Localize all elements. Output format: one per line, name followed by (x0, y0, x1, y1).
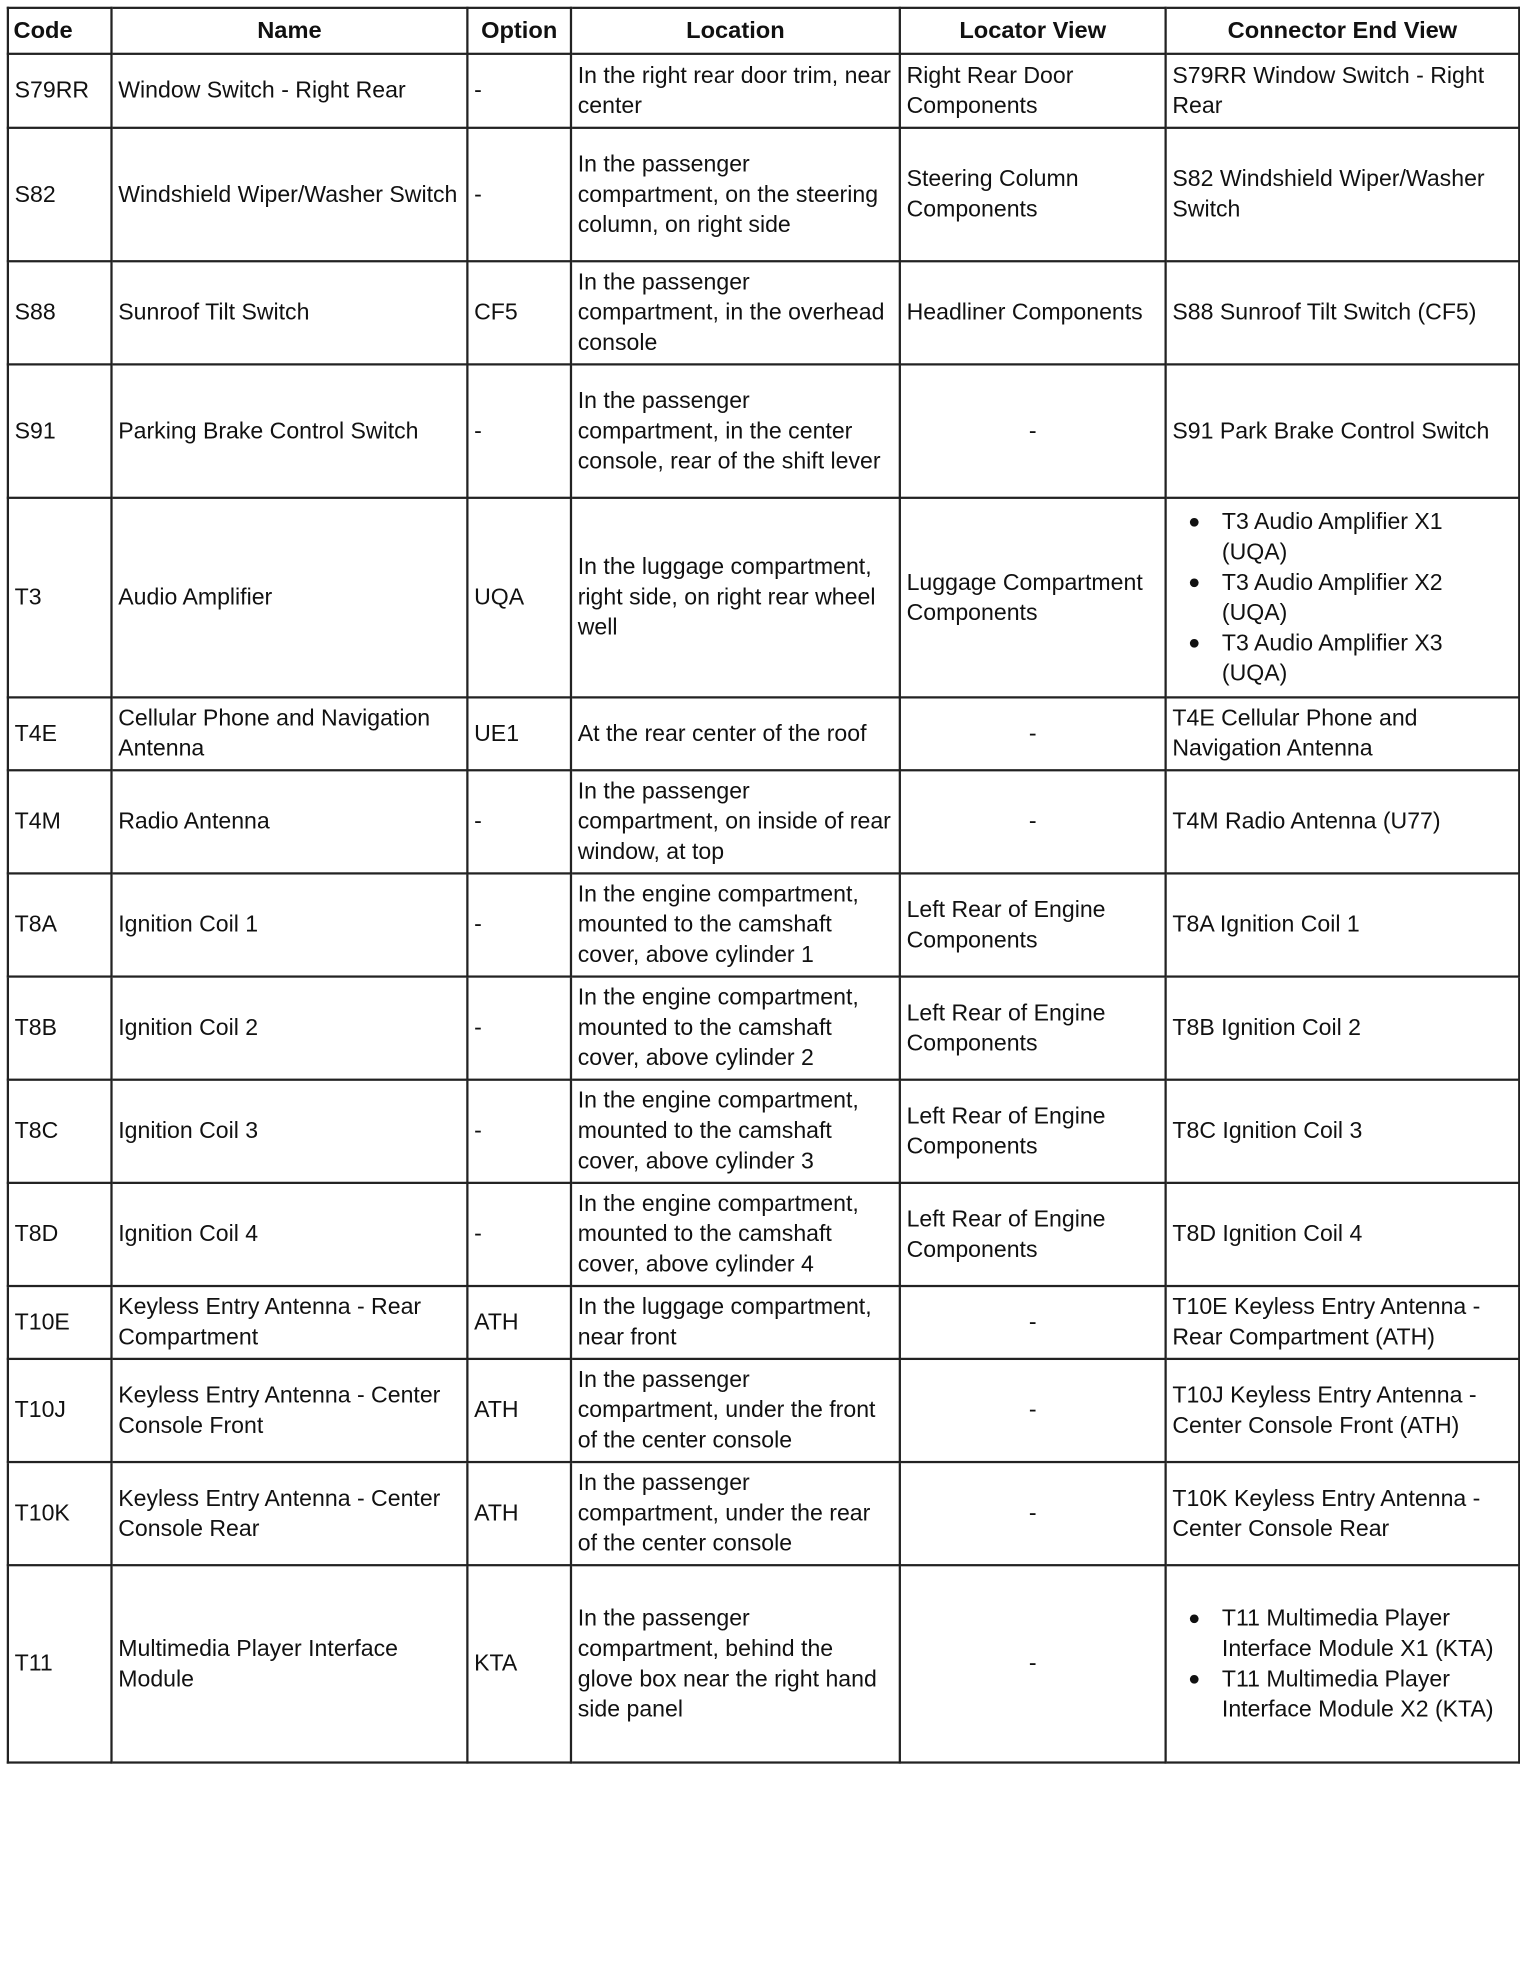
cell-code: T8D (8, 1183, 112, 1286)
cell-code: T3 (8, 498, 112, 698)
cell-option: UQA (467, 498, 571, 698)
cell-option: - (467, 128, 571, 261)
cell-code: T4E (8, 697, 112, 770)
cell-locator-view: - (900, 770, 1166, 873)
table-row (8, 977, 1519, 1080)
cell-locator-view: - (900, 1286, 1166, 1359)
cell-connector-end-view: T8C Ignition Coil 3 (1166, 1080, 1520, 1183)
cell-name: Window Switch - Right Rear (111, 54, 467, 128)
cell-name: Cellular Phone and Navigation Antenna (111, 697, 467, 770)
cell-code: T4M (8, 770, 112, 873)
cell-location: In the luggage compartment, right side, on right rear wheel well (571, 498, 900, 698)
table-row (8, 128, 1519, 261)
cell-name: Sunroof Tilt Switch (111, 261, 467, 364)
table-row (8, 1359, 1519, 1462)
cell-locator-view: Left Rear of Engine Components (900, 977, 1166, 1080)
cell-location: In the engine compartment, mounted to the camshaft cover, above cylinder 2 (571, 977, 900, 1080)
cell-location: In the engine compartment, mounted to the camshaft cover, above cylinder 1 (571, 873, 900, 976)
header-name: Name (111, 8, 467, 54)
table-row (8, 1462, 1519, 1565)
header-location: Location (571, 8, 900, 54)
cell-locator-view: Steering Column Components (900, 128, 1166, 261)
table-row (8, 770, 1519, 873)
cell-name: Audio Amplifier (111, 498, 467, 698)
cell-connector-end-view: S88 Sunroof Tilt Switch (CF5) (1166, 261, 1520, 364)
cell-connector-end-view: T4E Cellular Phone and Navigation Antenna (1166, 697, 1520, 770)
cell-connector-end-view: S79RR Window Switch - Right Rear (1166, 54, 1520, 128)
cell-option: UE1 (467, 697, 571, 770)
table-row (8, 873, 1519, 976)
table-row (8, 1080, 1519, 1183)
cell-name: Keyless Entry Antenna - Rear Compartment (111, 1286, 467, 1359)
cell-name: Windshield Wiper/Washer Switch (111, 128, 467, 261)
cell-locator-view: Left Rear of Engine Components (900, 1183, 1166, 1286)
cell-code: T8C (8, 1080, 112, 1183)
cell-option: ATH (467, 1359, 571, 1462)
cell-location: In the engine compartment, mounted to the camshaft cover, above cylinder 4 (571, 1183, 900, 1286)
cell-name: Ignition Coil 3 (111, 1080, 467, 1183)
cell-location: In the luggage compartment, near front (571, 1286, 900, 1359)
cell-location: In the passenger compartment, under the front of the center console (571, 1359, 900, 1462)
header-code: Code (8, 8, 112, 54)
cell-locator-view: Left Rear of Engine Components (900, 873, 1166, 976)
cell-connector-end-view: T10E Keyless Entry Antenna - Rear Compartment (ATH) (1166, 1286, 1520, 1359)
cell-code: T10J (8, 1359, 112, 1462)
cell-locator-view: - (900, 1359, 1166, 1462)
table-row (8, 1565, 1519, 1762)
cell-option: - (467, 1080, 571, 1183)
cell-location: In the passenger compartment, in the center console, rear of the shift lever (571, 364, 900, 497)
cell-code: T10E (8, 1286, 112, 1359)
cell-code: S88 (8, 261, 112, 364)
cell-name: Keyless Entry Antenna - Center Console Front (111, 1359, 467, 1462)
cell-connector-end-view: T8B Ignition Coil 2 (1166, 977, 1520, 1080)
cell-name: Ignition Coil 2 (111, 977, 467, 1080)
cell-location: In the passenger compartment, on the steering column, on right side (571, 128, 900, 261)
cell-connector-end-view: T8D Ignition Coil 4 (1166, 1183, 1520, 1286)
list-item: ● T3 Audio Amplifier X3 (UQA) (1222, 627, 1513, 688)
cell-name: Multimedia Player Interface Module (111, 1565, 467, 1762)
header-row (8, 8, 1519, 54)
cell-locator-view: Luggage Compartment Components (900, 498, 1166, 698)
cell-locator-view: Left Rear of Engine Components (900, 1080, 1166, 1183)
table-row (8, 261, 1519, 364)
cell-name: Ignition Coil 1 (111, 873, 467, 976)
cell-locator-view: - (900, 697, 1166, 770)
cell-option: KTA (467, 1565, 571, 1762)
connector-list (1172, 1603, 1512, 1724)
cell-code: S79RR (8, 54, 112, 128)
table-row (8, 54, 1519, 128)
cell-name: Parking Brake Control Switch (111, 364, 467, 497)
cell-option: - (467, 770, 571, 873)
table-row (8, 697, 1519, 770)
cell-locator-view: Right Rear Door Components (900, 54, 1166, 128)
cell-option: - (467, 1183, 571, 1286)
cell-code: T10K (8, 1462, 112, 1565)
cell-option: CF5 (467, 261, 571, 364)
cell-code: S82 (8, 128, 112, 261)
header-option: Option (467, 8, 571, 54)
list-item: ● T11 Multimedia Player Interface Module X2 (KTA) (1222, 1663, 1513, 1724)
cell-location: In the engine compartment, mounted to the camshaft cover, above cylinder 3 (571, 1080, 900, 1183)
cell-name: Keyless Entry Antenna - Center Console Rear (111, 1462, 467, 1565)
cell-code: T8B (8, 977, 112, 1080)
cell-location: In the passenger compartment, in the overhead console (571, 261, 900, 364)
cell-name: Ignition Coil 4 (111, 1183, 467, 1286)
cell-option: ATH (467, 1286, 571, 1359)
connector-list (1172, 506, 1512, 688)
cell-option: - (467, 54, 571, 128)
cell-location: In the passenger compartment, behind the glove box near the right hand side panel (571, 1565, 900, 1762)
list-item: ● T11 Multimedia Player Interface Module X1 (KTA) (1222, 1603, 1513, 1664)
cell-location: At the rear center of the roof (571, 697, 900, 770)
cell-option: - (467, 977, 571, 1080)
table-row (8, 1183, 1519, 1286)
table-row (8, 1286, 1519, 1359)
cell-locator-view: Headliner Components (900, 261, 1166, 364)
cell-locator-view: - (900, 1565, 1166, 1762)
cell-connector-end-view: T8A Ignition Coil 1 (1166, 873, 1520, 976)
cell-code: S91 (8, 364, 112, 497)
cell-location: In the right rear door trim, near center (571, 54, 900, 128)
cell-connector-end-view (1166, 498, 1520, 698)
cell-option: ATH (467, 1462, 571, 1565)
cell-connector-end-view: S82 Windshield Wiper/Washer Switch (1166, 128, 1520, 261)
cell-locator-view: - (900, 364, 1166, 497)
cell-connector-end-view: S91 Park Brake Control Switch (1166, 364, 1520, 497)
cell-location: In the passenger compartment, under the rear of the center console (571, 1462, 900, 1565)
list-item: ● T3 Audio Amplifier X2 (UQA) (1222, 567, 1513, 628)
cell-name: Radio Antenna (111, 770, 467, 873)
cell-option: - (467, 364, 571, 497)
list-item: ● T3 Audio Amplifier X1 (UQA) (1222, 506, 1513, 567)
cell-option: - (467, 873, 571, 976)
table-row (8, 498, 1519, 698)
header-connector-end-view: Connector End View (1166, 8, 1520, 54)
component-locator-table (7, 7, 1520, 1764)
cell-locator-view: - (900, 1462, 1166, 1565)
cell-connector-end-view: T10J Keyless Entry Antenna - Center Console Front (ATH) (1166, 1359, 1520, 1462)
cell-code: T8A (8, 873, 112, 976)
cell-location: In the passenger compartment, on inside of rear window, at top (571, 770, 900, 873)
cell-connector-end-view: T4M Radio Antenna (U77) (1166, 770, 1520, 873)
cell-connector-end-view: T10K Keyless Entry Antenna - Center Console Rear (1166, 1462, 1520, 1565)
table-row (8, 364, 1519, 497)
cell-code: T11 (8, 1565, 112, 1762)
cell-connector-end-view (1166, 1565, 1520, 1762)
header-locator-view: Locator View (900, 8, 1166, 54)
